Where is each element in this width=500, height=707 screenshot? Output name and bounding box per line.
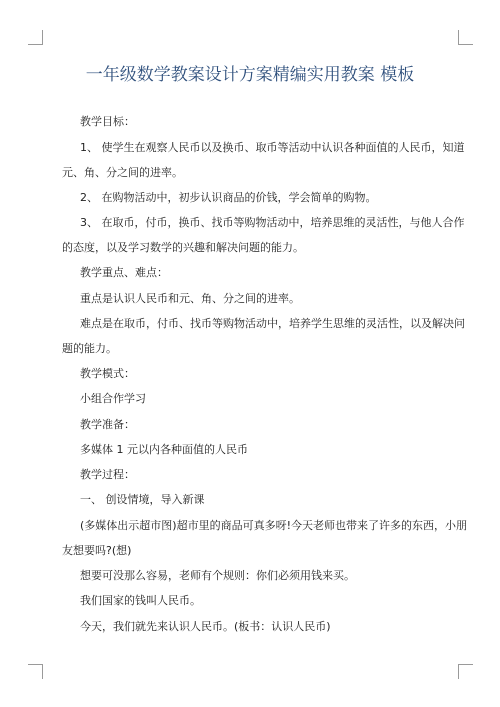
goal-3-line-2: 的态度，以及学习数学的兴趣和解决问题的能力。 — [62, 241, 304, 254]
key-point: 重点是认识人民币和元、角、分之间的进率。 — [80, 292, 300, 305]
goal-1-line-2: 元、角、分之间的进率。 — [62, 166, 183, 179]
preparation: 多媒体 1 元以内各种面值的人民币 — [80, 443, 248, 456]
process-step-1: 一、 创设情境，导入新课 — [80, 493, 205, 506]
goal-1-line-1: 1、 使学生在观察人民币以及换币、取币等活动中认识各种面值的人民币，知道 — [80, 141, 465, 154]
heading-preparation: 教学准备： — [80, 418, 135, 431]
heading-teaching-goals: 教学目标： — [80, 115, 135, 128]
crop-mark-bottom-right — [458, 664, 473, 679]
difficult-point-line-1: 难点是在取币，付币、找币等购物活动中，培养学生思维的灵活性，以及解决问 — [80, 317, 465, 330]
goal-2: 2、 在购物活动中，初步认识商品的价钱，学会简单的购物。 — [80, 191, 377, 204]
crop-mark-bottom-left — [28, 664, 43, 679]
crop-mark-top-right — [458, 30, 473, 45]
goal-3-line-1: 3、 在取币，付币，换币、找币等购物活动中，培养思维的灵活性，与他人合作 — [80, 216, 465, 229]
process-text-2: 想要可没那么容易，老师有个规则：你们必须用钱来买。 — [80, 569, 355, 582]
teaching-mode: 小组合作学习 — [80, 392, 146, 405]
process-text-4: 今天，我们就先来认识人民币。(板书：认识人民币) — [80, 620, 331, 633]
document-title: 一年级数学教案设计方案精编实用教案 模板 — [85, 65, 415, 85]
difficult-point-line-2: 题的能力。 — [62, 342, 117, 355]
process-text-1-line-1: (多媒体出示超市图)超市里的商品可真多呀!今天老师也带来了许多的东西，小朋 — [80, 519, 467, 532]
process-text-1-line-2: 友想要吗?(想) — [62, 544, 132, 557]
heading-teaching-mode: 教学模式： — [80, 367, 135, 380]
heading-key-points: 教学重点、难点： — [80, 266, 168, 279]
heading-process: 教学过程： — [80, 468, 135, 481]
crop-mark-top-left — [28, 30, 43, 45]
process-text-3: 我们国家的钱叫人民币。 — [80, 594, 201, 607]
document-body — [62, 0, 467, 707]
